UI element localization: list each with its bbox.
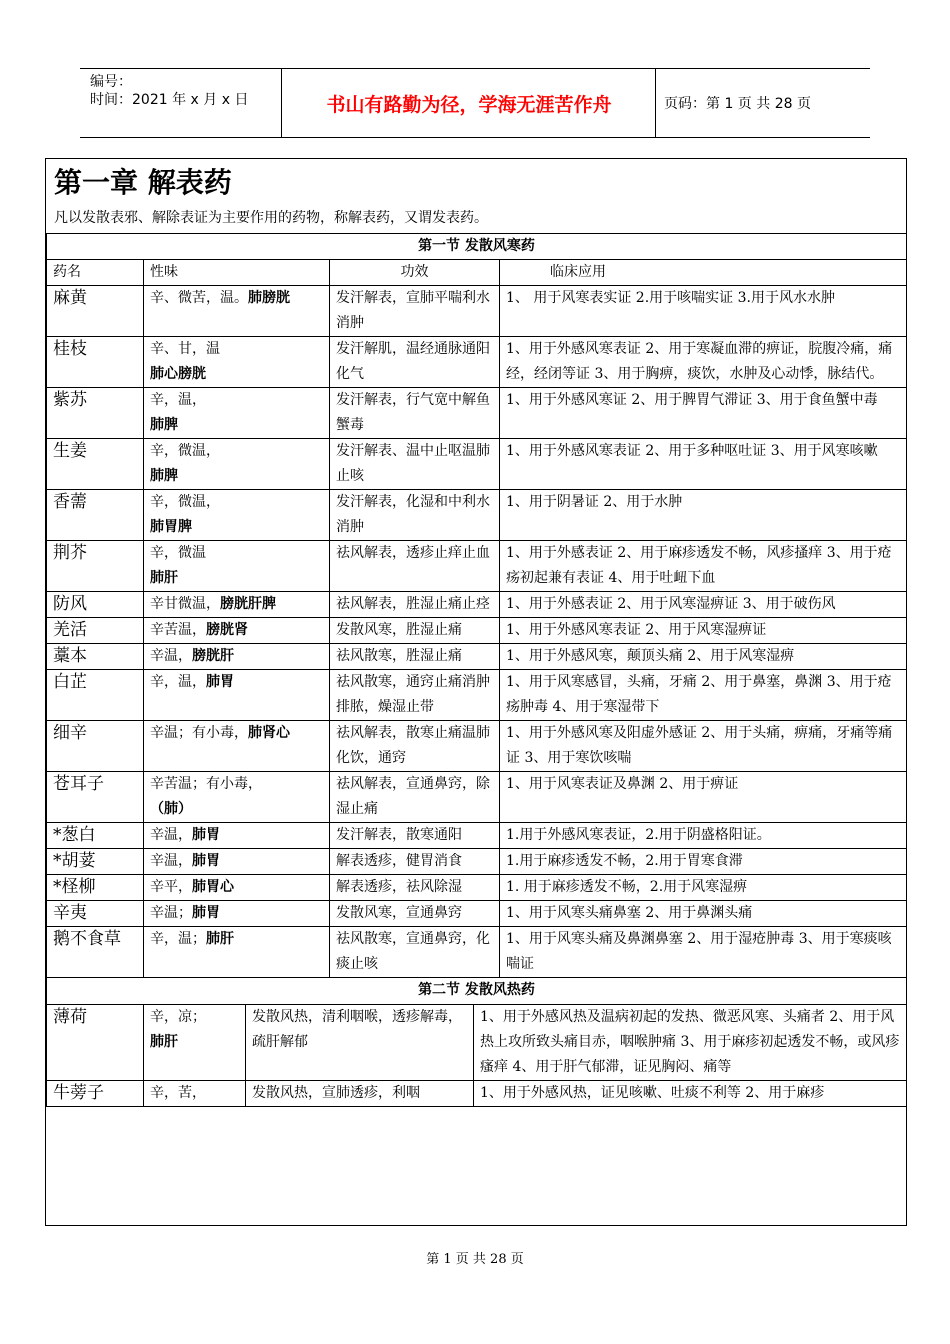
herb-effect: 祛风散寒，宣通鼻窍，化痰止咳 xyxy=(330,927,500,978)
page-label: 页码：第 1 页 共 28 页 xyxy=(664,96,811,112)
herb-meridian: 肺胃 xyxy=(192,853,220,869)
herb-meridian: 肺肝 xyxy=(150,570,178,586)
herb-name: 苍耳子 xyxy=(47,772,144,823)
number-label: 编号： xyxy=(90,74,132,90)
herb-taste-cell xyxy=(144,337,330,388)
time-label: 时间：2021 年 x 月 x 日 xyxy=(90,92,249,108)
section2-body xyxy=(47,1005,907,1107)
herb-taste-cell xyxy=(144,670,330,721)
header-use: 临床应用 xyxy=(500,260,907,286)
header-taste: 性味 xyxy=(144,260,330,286)
herb-taste-cell xyxy=(144,1005,246,1081)
herb-taste: 辛，微温， xyxy=(150,443,220,459)
herb-table-section2 xyxy=(46,977,907,1107)
herb-effect: 发汗解表，化湿和中利水消肿 xyxy=(330,490,500,541)
herb-taste: 辛苦温， xyxy=(150,622,206,638)
herb-effect: 祛风散寒，胜湿止痛 xyxy=(330,644,500,670)
herb-name: 桂枝 xyxy=(47,337,144,388)
herb-taste: 辛、微苦，温。 xyxy=(150,290,248,306)
herb-meridian: 肺胃 xyxy=(192,905,220,921)
table-row xyxy=(47,618,907,644)
herb-taste: 辛温， xyxy=(150,648,192,664)
herb-name: 荆芥 xyxy=(47,541,144,592)
herb-taste: 辛，温； xyxy=(150,931,206,947)
herb-taste: 辛，温， xyxy=(150,674,206,690)
herb-use: 1、用于外感风热及温病初起的发热、微恶风寒、头痛者 2、用于风热上攻所致头痛目赤，咽喉肿痛 3、用于麻疹初起透发不畅，或风疹瘙痒 4、用于肝气郁滞，证见胸闷、痛等 xyxy=(474,1005,907,1081)
herb-taste-cell xyxy=(144,772,330,823)
herb-taste-cell xyxy=(144,901,330,927)
herb-name: 生姜 xyxy=(47,439,144,490)
herb-taste-cell xyxy=(144,618,330,644)
herb-taste-cell xyxy=(144,388,330,439)
herb-meridian: （肺） xyxy=(150,801,192,817)
herb-taste: 辛，苦， xyxy=(150,1085,206,1101)
herb-name: 香薷 xyxy=(47,490,144,541)
herb-name: 辛夷 xyxy=(47,901,144,927)
table-row xyxy=(47,849,907,875)
herb-use: 1、用于外感风寒，颠顶头痛 2、用于风寒湿痹 xyxy=(500,644,907,670)
table-row xyxy=(47,823,907,849)
herb-effect: 祛风散寒，通窍止痛消肿排脓，燥湿止带 xyxy=(330,670,500,721)
herb-effect: 祛风解表，宣通鼻窍，除湿止痛 xyxy=(330,772,500,823)
herb-use: 1、用于外感表证 2、用于麻疹透发不畅，风疹搔痒 3、用于疮疡初起兼有表证 4、用于吐衄下血 xyxy=(500,541,907,592)
herb-taste: 辛温；有小毒， xyxy=(150,725,248,741)
herb-taste-cell xyxy=(144,875,330,901)
page-footer: 第 1 页 共 28 页 xyxy=(426,1252,524,1267)
herb-use: 1、用于外感风寒表证 2、用于寒凝血滞的痹证，脘腹冷痛，痛经，经闭等证 3、用于胸痹，痰饮，水肿及心动悸，脉结代。 xyxy=(500,337,907,388)
herb-taste-cell xyxy=(144,592,330,618)
header-effect: 功效 xyxy=(330,260,500,286)
herb-taste-cell xyxy=(144,490,330,541)
herb-use: 1、用于风寒头痛及鼻渊鼻塞 2、用于湿疮肿毒 3、用于寒痰咳喘证 xyxy=(500,927,907,978)
herb-effect: 发汗解表，宣肺平喘利水消肿 xyxy=(330,286,500,337)
chapter-title: 第一章 解表药 xyxy=(54,166,232,199)
herb-taste: 辛，温， xyxy=(150,392,206,408)
section-title: 第一节 发散风寒药 xyxy=(47,234,907,260)
herb-effect: 发散风寒，宣通鼻窍 xyxy=(330,901,500,927)
herb-use: 1.用于外感风寒表证，2.用于阴盛格阳证。 xyxy=(500,823,907,849)
herb-use: 1.用于麻疹透发不畅，2.用于胃寒食滞 xyxy=(500,849,907,875)
herb-name: 鹅不食草 xyxy=(47,927,144,978)
herb-effect: 祛风解表，透疹止痒止血 xyxy=(330,541,500,592)
herb-effect: 发汗解表、温中止呕温肺止咳 xyxy=(330,439,500,490)
herb-name: 牛蒡子 xyxy=(47,1081,144,1107)
table-row xyxy=(47,901,907,927)
herb-taste-cell xyxy=(144,439,330,490)
herb-meridian: 膀胱肝脾 xyxy=(220,596,276,612)
chapter-intro: 凡以发散表邪、解除表证为主要作用的药物，称解表药，又谓发表药。 xyxy=(54,210,488,226)
herb-taste: 辛温， xyxy=(150,827,192,843)
herb-use: 1、用于风寒表证及鼻渊 2、用于痹证 xyxy=(500,772,907,823)
table-row xyxy=(47,541,907,592)
herb-taste: 辛甘微温， xyxy=(150,596,220,612)
herb-taste: 辛温， xyxy=(150,853,192,869)
herb-name: 紫苏 xyxy=(47,388,144,439)
herb-use: 1、用于外感风寒表证 2、用于多种呕吐证 3、用于风寒咳嗽 xyxy=(500,439,907,490)
herb-effect: 祛风解表，散寒止痛温肺化饮，通窍 xyxy=(330,721,500,772)
herb-effect: 解表透疹，健胃消食 xyxy=(330,849,500,875)
herb-name: 防风 xyxy=(47,592,144,618)
herb-effect: 发汗解表，行气宽中解鱼蟹毒 xyxy=(330,388,500,439)
table-row xyxy=(47,644,907,670)
page-header xyxy=(80,68,870,138)
herb-meridian: 肺膀胱 xyxy=(248,290,290,306)
herb-taste: 辛、甘，温 xyxy=(150,341,220,357)
herb-use: 1、用于风寒感冒，头痛，牙痛 2、用于鼻塞，鼻渊 3、用于疮疡肿毒 4、用于寒湿带下 xyxy=(500,670,907,721)
herb-name: 细辛 xyxy=(47,721,144,772)
herb-taste-cell xyxy=(144,823,330,849)
table-row xyxy=(47,1005,907,1081)
header-info xyxy=(80,69,282,137)
herb-meridian: 肺胃心 xyxy=(192,879,234,895)
herb-use: 1、用于外感风寒证 2、用于脾胃气滞证 3、用于食鱼蟹中毒 xyxy=(500,388,907,439)
table-row xyxy=(47,772,907,823)
motto: 书山有路勤为径，学海无涯苦作舟 xyxy=(283,69,656,137)
herb-effect: 解表透疹，祛风除湿 xyxy=(330,875,500,901)
herb-taste: 辛，凉； xyxy=(150,1009,206,1025)
herb-meridian: 肺胃 xyxy=(192,827,220,843)
herb-taste-cell xyxy=(144,541,330,592)
herb-meridian: 肺肾心 xyxy=(248,725,290,741)
herb-effect: 发汗解表，散寒通阳 xyxy=(330,823,500,849)
herb-use: 1、用于外感表证 2、用于风寒湿痹证 3、用于破伤风 xyxy=(500,592,907,618)
herb-meridian: 肺肝 xyxy=(150,1034,178,1050)
herb-use: 1、用于风寒头痛鼻塞 2、用于鼻渊头痛 xyxy=(500,901,907,927)
herb-effect: 发散风热，清利咽喉，透疹解毒，疏肝解郁 xyxy=(246,1005,474,1081)
table-row xyxy=(47,592,907,618)
herb-effect: 祛风解表，胜湿止痛止痉 xyxy=(330,592,500,618)
herb-taste: 辛温； xyxy=(150,905,192,921)
herb-taste-cell xyxy=(144,721,330,772)
herb-name: 羌活 xyxy=(47,618,144,644)
content-box xyxy=(45,158,907,1226)
herb-meridian: 肺胃 xyxy=(206,674,234,690)
table-row xyxy=(47,927,907,978)
section-title: 第二节 发散风热药 xyxy=(47,978,907,1005)
herb-use: 1、用于阴暑证 2、用于水肿 xyxy=(500,490,907,541)
herb-meridian: 膀胱肾 xyxy=(206,622,248,638)
herb-name: 薄荷 xyxy=(47,1005,144,1081)
herb-use: 1、 用于风寒表实证 2.用于咳喘实证 3.用于风水水肿 xyxy=(500,286,907,337)
herb-taste-cell xyxy=(144,644,330,670)
herb-effect: 发散风热，宣肺透疹，利咽 xyxy=(246,1081,474,1107)
table-row xyxy=(47,670,907,721)
herb-name: 白芷 xyxy=(47,670,144,721)
herb-name: 麻黄 xyxy=(47,286,144,337)
herb-effect: 发散风寒，胜湿止痛 xyxy=(330,618,500,644)
herb-taste: 辛，微温， xyxy=(150,494,220,510)
herb-taste-cell xyxy=(144,1081,246,1107)
herb-effect: 发汗解肌，温经通脉通阳化气 xyxy=(330,337,500,388)
herb-name: *柽柳 xyxy=(47,875,144,901)
herb-taste-cell xyxy=(144,927,330,978)
herb-use: 1、用于外感风热，证见咳嗽、吐痰不利等 2、用于麻疹 xyxy=(474,1081,907,1107)
herb-meridian: 肺心膀胱 xyxy=(150,366,206,382)
herb-taste-cell xyxy=(144,849,330,875)
table-row xyxy=(47,439,907,490)
table-row xyxy=(47,337,907,388)
herb-use: 1. 用于麻疹透发不畅，2.用于风寒湿痹 xyxy=(500,875,907,901)
herb-taste: 辛，微温 xyxy=(150,545,206,561)
table-row xyxy=(47,1081,907,1107)
herb-meridian: 膀胱肝 xyxy=(192,648,234,664)
herb-name: *葱白 xyxy=(47,823,144,849)
table-header-row xyxy=(47,260,907,286)
herb-taste: 辛苦温；有小毒， xyxy=(150,776,262,792)
herb-meridian: 肺肝 xyxy=(206,931,234,947)
herb-meridian: 肺脾 xyxy=(150,468,178,484)
herb-meridian: 肺脾 xyxy=(150,417,178,433)
table-row xyxy=(47,388,907,439)
table-row xyxy=(47,875,907,901)
header-name: 药名 xyxy=(47,260,144,286)
herb-taste-cell xyxy=(144,286,330,337)
herb-name: *胡荽 xyxy=(47,849,144,875)
herb-meridian: 肺胃脾 xyxy=(150,519,192,535)
herb-name: 藁本 xyxy=(47,644,144,670)
herb-taste: 辛平， xyxy=(150,879,192,895)
table-row xyxy=(47,286,907,337)
herb-use: 1、用于外感风寒及阳虚外感证 2、用于头痛，痹痛，牙痛等痛证 3、用于寒饮咳喘 xyxy=(500,721,907,772)
section1-body xyxy=(47,286,907,978)
table-row xyxy=(47,721,907,772)
herb-table-section1 xyxy=(46,233,907,978)
herb-use: 1、用于外感风寒表证 2、用于风寒湿痹证 xyxy=(500,618,907,644)
table-row xyxy=(47,490,907,541)
